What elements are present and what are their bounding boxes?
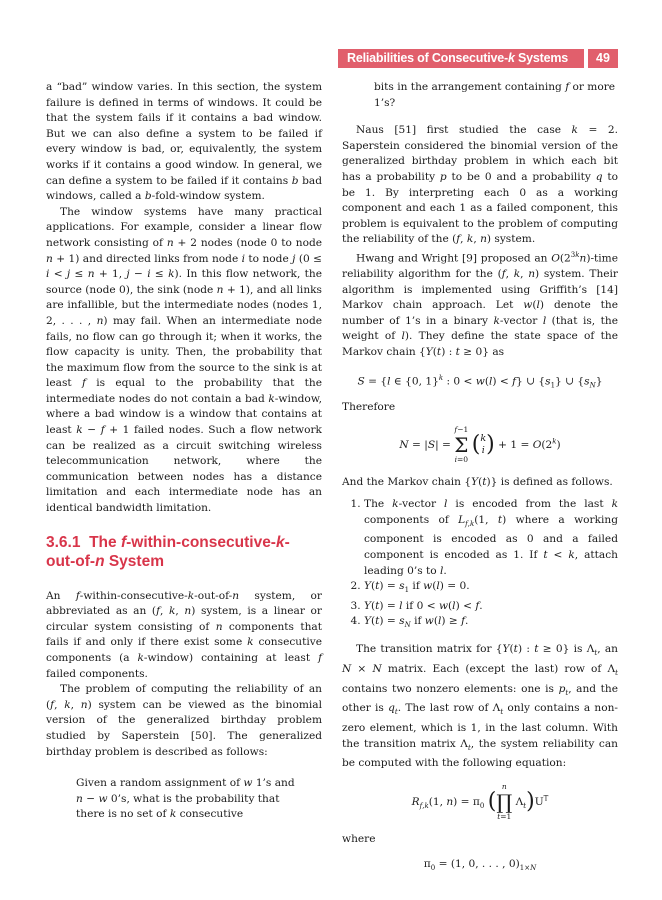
list-item: 4. $Y(t) = s_N$ if w(l) ≥ f.	[364, 614, 618, 634]
quote-birthday-problem: Given a random assignment of w 1’s and n − w 0’s, what is the probability that there is no set of k consecutive	[76, 777, 295, 821]
equation-reliability: $R_{f,k}(1$, $n) = \pi_0$ ( n ∏ t=1 $\Lambda_t)U^T$	[411, 781, 549, 821]
word-therefore: Therefore	[342, 400, 396, 413]
quote-continuation: bits in the arrangement containing f or more 1’s?	[374, 81, 616, 109]
left-column	[46, 80, 322, 823]
list-item: 3. Y(t) = l if 0 < w(l) < f.	[364, 599, 618, 615]
paragraph-birthday-problem: The problem of computing the reliability of an (f, k, n) system can be viewed as the binomial version of the generalized birthday problem studied by Saperstein [50]. The generalized birthday problem is described as follows:	[46, 683, 322, 758]
paragraph-markov-definition: And the Markov chain {Y(t)} is defined as follows.	[342, 476, 613, 489]
header-bar	[338, 49, 584, 68]
running-title: Reliabilities of Consecutive-k Systems	[347, 51, 568, 65]
paragraph-hwang-wright: Hwang and Wright [9] proposed an $O(2^{3k}n)$-time reliability algorithm for the (f, k, n) system. Their algorithm is implemented using Griffith’s [14] Markov chain approach. Let w(l) denote the number of 1’s in a binary k-vector l (that is, the weight of l). They define the state space of the Markov chain {Y(t) : t ≥ 0} as	[342, 250, 619, 359]
word-where: where	[342, 832, 376, 845]
list-item: 1. The k-vector l is encoded from the last k components of $L_{f,k}(1$, t) where a working component is encoded as 0 and a failed component is encoded as 1. If t < k, attach leading 0’s to l.	[364, 497, 618, 579]
paragraph-fkn-definition: An f-within-consecutive-k-out-of-n system, or abbreviated as an (f, k, n) system, is a linear or circular system consisting of n components that fails if and only if there exist some k consecutive components (a k-window) containing at least f failed components.	[46, 589, 323, 680]
list-item: 2. $Y(t) = s_1$ if w(l) = 0.	[364, 579, 618, 599]
right-column	[342, 80, 618, 883]
paragraph-flow-network: The window systems have many practical applications. For example, consider a linear flow network consisting of n + 2 nodes (node 0 to node n + 1) and directed links from node i to node j (0 ≤ i < j ≤ n + 1, j − i ≤ k). In this flow network, the source (node 0), the sink (node n + 1), and all links are infallible, but the intermediate nodes (nodes 1, 2, . . . , n) may fail. When an intermediate node fails, no flow can go through it; when it works, the flow capacity is unity. Then, the probability that the maximum flow from the source to the sink is at least f is equal to the probability that the intermediate nodes do not contain a bad k-window, where a bad window is a window that contains at least k − f + 1 failed nodes. Such a flow network can be realized as a circuit switching wireless telecommunication network, where the communication between nodes has a distance limitation and each intermediate node has an identical bandwidth limitation.	[46, 205, 323, 515]
paragraph-transition-matrix: The transition matrix for {Y(t) : t ≥ 0} is $\Lambda_t$, an N × N matrix. Each (except the last) row of $\Lambda_t$ contains two nonzero elements: one is $p_t$, and the other is $q_t$. The last row of $\Lambda_t$ only contains a non-zero element, which is 1, in the last column. With the transition matrix $\Lambda_t$, the system reliability can be computed with the following equation:	[342, 643, 619, 770]
section-heading: 3.6.1 The f-within-consecutive-k- out-of-n System	[46, 533, 290, 570]
paragraph-window-definition: a “bad” window varies. In this section, the system failure is defined in terms of windows. It could be that the system fails if it contains a bad window. But we can also define a system to be failed if every window is bad, or, equivalently, the system works if it contains a good window. In general, we can define a system to be failed if it contains b bad windows, called a b-fold-window system.	[46, 81, 322, 203]
equation-N: N = |S| = f−1 Σ i=0 (k $i) + 1 = O(2^k)$	[399, 425, 561, 465]
equation-state-space: S = {l ∈ {0, 1}$^k$ : 0 < w(l) < f} ∪ $\{s_1\}$ ∪ $\{s_N\}$	[357, 373, 603, 390]
paragraph-naus-saperstein: Naus [51] first studied the case k = 2. Saperstein considered the binomial version of the generalized birthday problem in which each bit has a probability p to be 0 and a probability q to be 1. By interpreting each 0 as a working component and each 1 as a failed component, this problem is equivalent to the problem of computing the reliability of the (f, k, n) system.	[342, 124, 618, 246]
page-number: 49	[588, 49, 618, 68]
equation-pi0: $\pi_0 = (1$, 0, . . . , $0)_{1\times N}$	[423, 858, 537, 873]
markov-rules-list	[342, 497, 618, 634]
